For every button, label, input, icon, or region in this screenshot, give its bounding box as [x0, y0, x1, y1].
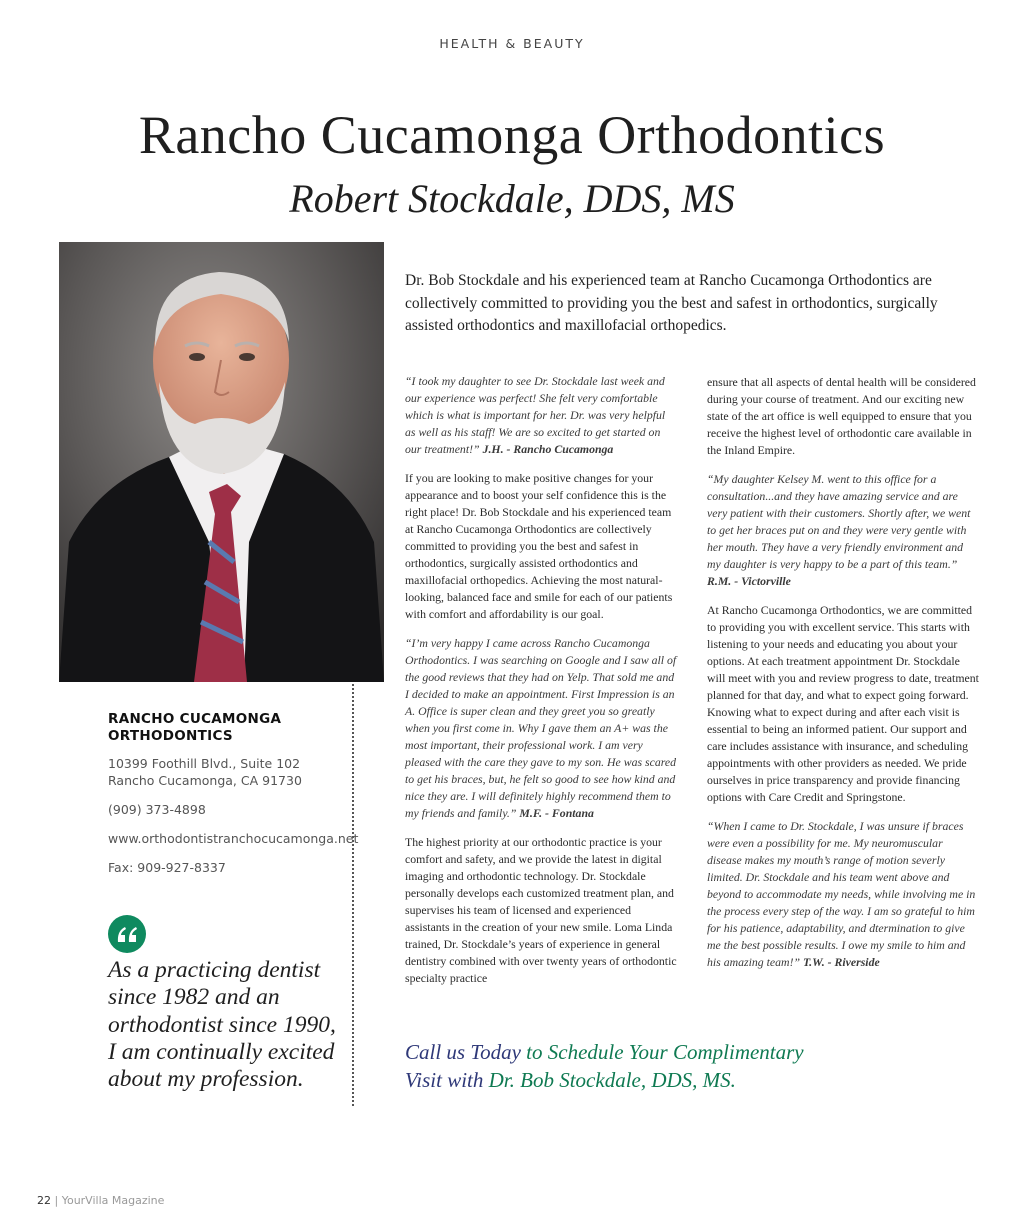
left-column — [405, 373, 677, 987]
testimonial-signature: M.F. - Fontana — [519, 806, 594, 820]
footer-separator: | — [51, 1194, 62, 1207]
address-line1: 10399 Foothill Blvd., Suite 102 — [108, 756, 301, 771]
cta-line1-green: to Schedule Your Complimentary — [520, 1040, 804, 1064]
testimonial-text: “When I came to Dr. Stockdale, I was unsure if braces were even a possibility for me. My neuromuscular disease makes my mouth’s range of motion severly limited. Dr. Stockdale and his team went above and beyond to accommodate my needs, while involving me in the process every step of the way. I am so grateful to him for his patience, adaptability, and dtermination to give me the best possible results. I owe my smile to him and his amazing team!” — [707, 819, 976, 969]
testimonial — [707, 471, 979, 590]
page-footer — [37, 1194, 164, 1207]
clinic-name-line2: ORTHODONTICS — [108, 728, 233, 744]
pull-quote: As a practicing dentist since 1982 and an orthodontist since 1990, I am continually excited about my profession. — [108, 957, 336, 1093]
clinic-name-line1: RANCHO CUCAMONGA — [108, 711, 282, 727]
body-paragraph: If you are looking to make positive changes for your appearance and to boost your self confidence this is the right place! Dr. Bob Stockdale and his experienced team at Rancho Cucamonga Orthodontics are collectively committed to providing you the best and safest in orthodontics, surgically assisted orthodontics and maxillofacial orthopedics. Achieving the most natural-looking, balanced face and smile for each of our patients with comfort and affordability is our goal. — [405, 471, 673, 621]
intro-paragraph: Dr. Bob Stockdale and his experienced team at Rancho Cucamonga Orthodontics are collectively committed to providing you the best and safest in orthodontics, surgically assisted orthodontics and maxillofacial orthopedics. — [405, 272, 938, 334]
section-label: HEALTH & BEAUTY — [439, 36, 585, 51]
testimonial-signature: R.M. - Victorville — [707, 574, 791, 588]
testimonial-signature: T.W. - Riverside — [803, 955, 880, 969]
testimonial-text: “My daughter Kelsey M. went to this office for a consultation...and they have amazing service and are very patient with their customers. Shortly after, we went to get her braces put on and they were very gentle with her mouth. They have a very friendly environment and my daughter is very happy to be a part of this team.” — [707, 472, 971, 571]
page-title: Rancho Cucamonga Orthodontics — [138, 105, 886, 165]
cta-line2-green: Dr. Bob Stockdale, DDS, MS. — [483, 1068, 736, 1092]
divider-line — [352, 684, 354, 1106]
body-paragraph: The highest priority at our orthodontic practice is your comfort and safety, and we provide the latest in digital imaging and orthodontic technology. Dr. Stockdale personally develops each customized treatment plan, and supervises his team of licensed and experienced assistants in the creation of your new smile. Loma Linda trained, Dr. Stockdale’s years of experience in general dentistry combined with over twenty years of orthodontic specialty practice — [405, 835, 677, 985]
website-link[interactable]: www.orthodontistranchocucamonga.net — [108, 831, 359, 846]
fax-number: Fax: 909-927-8337 — [108, 860, 226, 875]
address — [108, 755, 302, 789]
page-subtitle: Robert Stockdale, DDS, MS — [289, 176, 735, 221]
clinic-name — [108, 711, 281, 745]
testimonial — [405, 635, 677, 822]
address-line2: Rancho Cucamonga, CA 91730 — [108, 773, 302, 788]
phone-number[interactable]: (909) 373-4898 — [108, 802, 206, 817]
body-paragraph: At Rancho Cucamonga Orthodontics, we are committed to providing you with excellent service. This starts with listening to your needs and educating you about your options. At each treatment appointment Dr. Stockdale will meet with you and review progress to date, treatment planned for that day, and what to expect going forward. Knowing what to expect during and after each visit is essential to being an informed patient. Our support and care includes assistance with insurance, and scheduling appointments with other providers as needed. We pride ourselves in price transparency and provide financing options with Care Credit and Springstone. — [707, 603, 979, 804]
doctor-portrait — [59, 242, 384, 682]
magazine-name: YourVilla Magazine — [61, 1194, 165, 1207]
right-column — [707, 374, 979, 971]
testimonial — [707, 818, 979, 971]
testimonial — [405, 373, 677, 458]
quotation-mark-icon — [108, 915, 146, 953]
testimonial-text: “I’m very happy I came across Rancho Cucamonga Orthodontics. I was searching on Google and I saw all of the good reviews that they had on Yelp. That sold me and I decided to make an appointment. First Impression is an A. Office is super clean and they greet you so greatly when you first come in. Why I gave them an A+ was the most important, their professional work. I am very pleased with the care they gave to my son. He was scared to get his braces, but, he felt so good to see how kind and nice they are. I will definitely highly recommend them to my friends and family.” — [405, 636, 677, 820]
cta-line2-navy: Visit with — [405, 1068, 484, 1092]
testimonial-text: “I took my daughter to see Dr. Stockdale last week and our experience was perfect! She felt very comfortable which is what is important for her. Dr. was very helpful as well as his staff! We are so excited to get started on our treatment!” — [405, 374, 666, 456]
call-to-action — [405, 1038, 905, 1094]
cta-line1-navy: Call us Today — [405, 1040, 521, 1064]
testimonial-signature: J.H. - Rancho Cucamonga — [482, 442, 614, 456]
page-number: 22 — [37, 1194, 51, 1207]
body-paragraph: ensure that all aspects of dental health will be considered during your course of treatment. And our exciting new state of the art office is well equipped to ensure that you receive the highest level of orthodontic care available in the Inland Empire. — [707, 375, 976, 457]
